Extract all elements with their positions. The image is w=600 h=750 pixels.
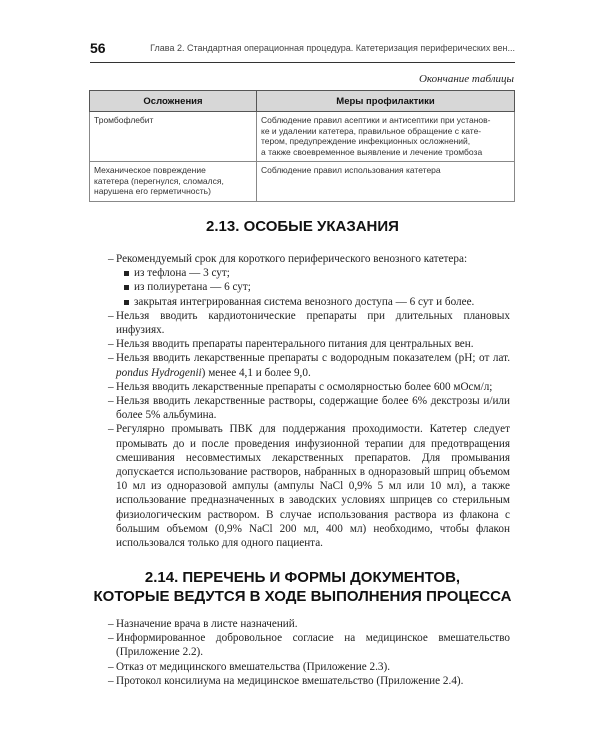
- special-instructions-list: [116, 252, 510, 550]
- list-item: – Отказ от медицинского вмешательства (Приложение 2.3).: [116, 660, 510, 674]
- list-item: – Регулярно промывать ПВК для поддержания проходимости. Катетер следует промывать до и после проведения инфузионной терапии для предотвращения смешивания несовместимых лекарственных препаратов. Для промывания допускается использование растворов, набранных в одноразовый шприц объемом 10 мл из одноразовой ампулы (ампулы NaCl 0,9% 5 мл или 10 мл), а также использование предназначенных в заводских условиях шприцев со стерильным физиологическим раствором. В случае использования раствора из флакона с большим объемом (0,9% NaCl 200 мл, 400 мл) необходимо, чтобы флакон использовался только для одного пациента.: [116, 422, 510, 550]
- complications-table: [89, 90, 515, 202]
- list-item: – Информированное добровольное согласие на медицинское вмешательство (Приложение 2.2).: [116, 631, 510, 659]
- catheter-duration-list: [116, 266, 510, 309]
- table-row: [90, 162, 515, 202]
- list-item: – Назначение врача в листе назначений.: [116, 617, 510, 631]
- column-header-prevention: Меры профилактики: [257, 91, 515, 112]
- latin-term: pondus Hydrogenii: [116, 366, 202, 379]
- list-item: – Нельзя вводить лекарственные растворы, содержащие более 6% декстрозы и/или более 5% альбумина.: [116, 394, 510, 422]
- documents-list: [116, 617, 510, 688]
- column-header-complications: Осложнения: [90, 91, 257, 112]
- section-title-2-13: 2.13. ОСОБЫЕ УКАЗАНИЯ: [206, 218, 399, 235]
- section-title-line: КОТОРЫЕ ВЕДУТСЯ В ХОДЕ ВЫПОЛНЕНИЯ ПРОЦЕССА: [93, 588, 512, 605]
- complication-cell: Тромбофлебит: [90, 112, 257, 162]
- table-row: [90, 112, 515, 162]
- page-number: 56: [90, 40, 106, 56]
- list-item-text: Рекомендуемый срок для короткого периферического венозного катетера:: [116, 253, 468, 265]
- list-item-text: ) менее 4,1 и более 9,0.: [201, 366, 311, 379]
- chapter-title: Глава 2. Стандартная операционная процедура. Катетеризация периферических вен...: [150, 43, 515, 53]
- sub-list-item: из тефлона — 3 сут;: [134, 266, 510, 280]
- list-item: [116, 351, 510, 379]
- section-title-line: 2.14. ПЕРЕЧЕНЬ И ФОРМЫ ДОКУМЕНТОВ,: [144, 569, 461, 586]
- prevention-cell: Соблюдение правил асептики и антисептики при установ- ке и удалении катетера, правильное обращение с кате- тером, предупреждение инфекционных осложнений, а также своевременное выявление и лечение тромбоза: [257, 112, 515, 162]
- section-title-2-14: [90, 568, 515, 606]
- list-item: – Протокол консилиума на медицинское вмешательство (Приложение 2.4).: [116, 674, 510, 688]
- running-header: [90, 38, 515, 63]
- table-caption: Окончание таблицы: [418, 73, 514, 85]
- sub-list-item: закрытая интегрированная система венозного доступа — 6 сут и более.: [134, 295, 510, 309]
- complication-cell: Механическое повреждение катетера (перегнулся, сломался, нарушена его герметичность): [90, 162, 257, 202]
- prevention-cell: Соблюдение правил использования катетера: [257, 162, 515, 202]
- list-item: [116, 252, 510, 309]
- list-item: – Нельзя вводить лекарственные препараты с осмолярностью более 600 мОсм/л;: [116, 380, 510, 394]
- table-header-row: [90, 91, 515, 112]
- sub-list-item: из полиуретана — 6 сут;: [134, 280, 510, 294]
- list-item: – Нельзя вводить кардиотонические препараты при длительных плановых инфузиях.: [116, 309, 510, 337]
- list-item: – Нельзя вводить препараты парентерального питания для центральных вен.: [116, 337, 510, 351]
- list-item-text: Нельзя вводить лекарственные препараты с водородным показателем (pH; от лат.: [116, 352, 510, 365]
